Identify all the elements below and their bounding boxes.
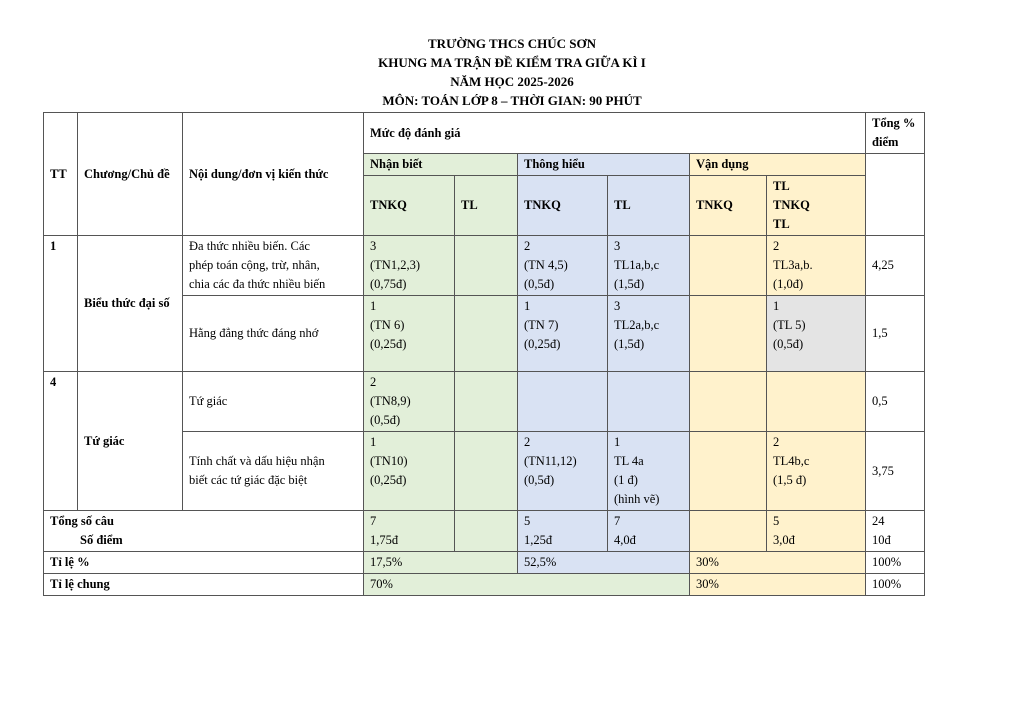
common-ratio-nb-th: 70% [364,574,690,596]
ratio-row [44,552,925,574]
col-thong-hieu: Thông hiểu [518,154,690,176]
common-ratio-vd: 30% [690,574,866,596]
th-tl-cell [608,372,690,432]
summary-nb-tnkq: 7 1,75đ [364,511,455,552]
summary-count-label: Tổng số câu Số điểm [44,511,364,552]
summary-vd-tl: 5 3,0đ [767,511,866,552]
ratio-nhan-biet: 17,5% [364,552,518,574]
vd-tnkq-cell [690,432,767,511]
table-row [44,236,925,296]
vd-tl-cell: 2 TL4b,c (1,5 đ) [767,432,866,511]
row-total: 3,75 [866,432,925,511]
th-tl-header: TL [608,176,690,236]
th-tnkq-cell: 2 (TN11,12) (0,5đ) [518,432,608,511]
vd-tl-cell: 2 TL3a,b. (1,0đ) [767,236,866,296]
vd-tnkq-cell [690,296,767,372]
summary-th-tnkq: 5 1,25đ [518,511,608,552]
table-row [44,372,925,432]
school-year: NĂM HỌC 2025-2026 [450,74,574,89]
nb-tnkq-cell: 3 (TN1,2,3) (0,75đ) [364,236,455,296]
ratio-label: Tỉ lệ % [44,552,364,574]
row-tt: 4 [44,372,78,511]
common-ratio-total: 100% [866,574,925,596]
nb-tl-cell [455,296,518,372]
th-tl-cell: 3 TL2a,b,c (1,5đ) [608,296,690,372]
document-title: KHUNG MA TRẬN ĐỀ KIỂM TRA GIỮA KÌ I [378,55,646,70]
th-tnkq-cell: 1 (TN 7) (0,25đ) [518,296,608,372]
row-total: 1,5 [866,296,925,372]
summary-nb-tl [455,511,518,552]
row-tt: 1 [44,236,78,372]
row-chapter: Biểu thức đại số [78,236,183,372]
nb-tnkq-header: TNKQ [364,176,455,236]
row-total: 0,5 [866,372,925,432]
ratio-total: 100% [866,552,925,574]
col-chapter: Chương/Chủ đề [78,113,183,236]
nb-tl-cell [455,236,518,296]
col-total-empty [866,154,925,236]
summary-count-row [44,511,925,552]
nb-tl-cell [455,432,518,511]
nb-tnkq-cell: 2 (TN8,9) (0,5đ) [364,372,455,432]
ratio-van-dung: 30% [690,552,866,574]
row-chapter: Tứ giác [78,372,183,511]
vd-tl-header: TL TNKQ TL [767,176,866,236]
row-total: 4,25 [866,236,925,296]
header-row-1 [44,113,925,154]
nb-tnkq-cell: 1 (TN10) (0,25đ) [364,432,455,511]
col-tt: TT [44,113,78,236]
common-ratio-label: Tỉ lệ chung [44,574,364,596]
subject-line: MÔN: TOÁN LỚP 8 – THỜI GIAN: 90 PHÚT [382,93,642,108]
row-content: Đa thức nhiều biến. Các phép toán cộng, trừ, nhân, chia các đa thức nhiều biến [183,236,364,296]
row-content: Hằng đẳng thức đáng nhớ [183,296,364,372]
document-header [0,34,1024,110]
nb-tl-cell [455,372,518,432]
row-content: Tứ giác [183,372,364,432]
nb-tnkq-cell: 1 (TN 6) (0,25đ) [364,296,455,372]
nb-tl-header: TL [455,176,518,236]
vd-tl-cell: 1 (TL 5) (0,5đ) [767,296,866,372]
col-level: Mức độ đánh giá [364,113,866,154]
th-tnkq-header: TNKQ [518,176,608,236]
vd-tl-cell [767,372,866,432]
summary-vd-tnkq [690,511,767,552]
assessment-matrix-table [43,112,925,596]
row-content: Tính chất và dấu hiệu nhận biết các tứ giác đặc biệt [183,432,364,511]
vd-tnkq-cell [690,372,767,432]
th-tnkq-cell [518,372,608,432]
col-nhan-biet: Nhận biết [364,154,518,176]
common-ratio-row [44,574,925,596]
summary-th-tl: 7 4,0đ [608,511,690,552]
school-name: TRƯỜNG THCS CHÚC SƠN [428,36,596,51]
summary-total: 24 10đ [866,511,925,552]
col-content: Nội dung/đơn vị kiến thức [183,113,364,236]
th-tnkq-cell: 2 (TN 4,5) (0,5đ) [518,236,608,296]
th-tl-cell: 1 TL 4a (1 đ) (hình vẽ) [608,432,690,511]
col-van-dung: Vận dụng [690,154,866,176]
vd-tnkq-header: TNKQ [690,176,767,236]
vd-tnkq-cell [690,236,767,296]
col-total: Tổng % điểm [866,113,925,154]
th-tl-cell: 3 TL1a,b,c (1,5đ) [608,236,690,296]
ratio-thong-hieu: 52,5% [518,552,690,574]
